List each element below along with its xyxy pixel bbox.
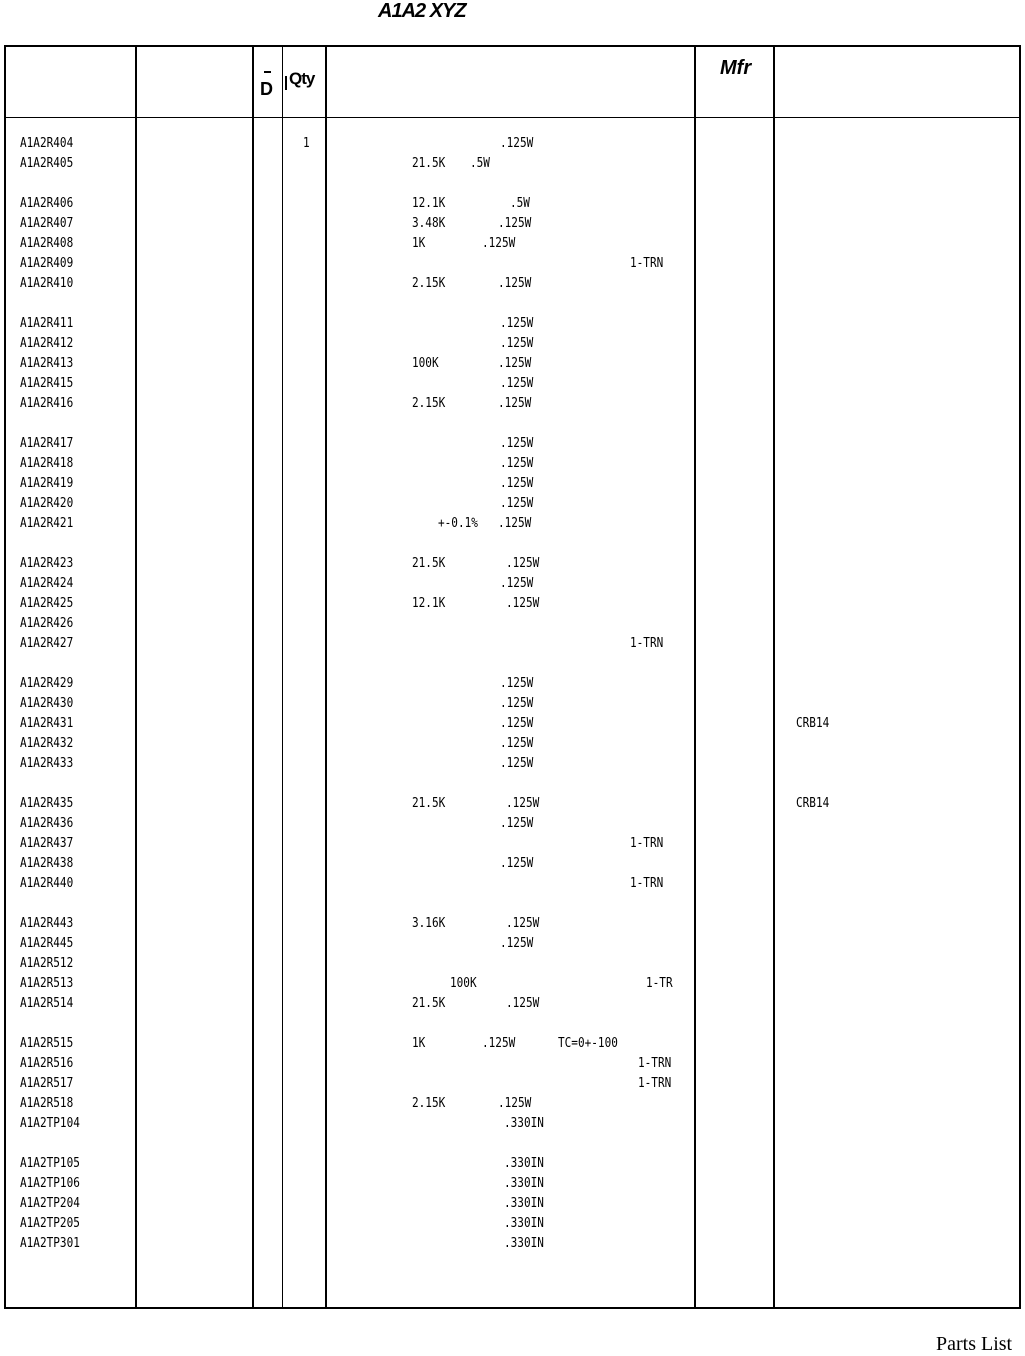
part-ref: A1A2R425 — [20, 596, 74, 611]
part-value: 2.15K — [412, 396, 446, 411]
part-ref: A1A2R408 — [20, 236, 74, 251]
part-rating: .125W — [498, 276, 532, 291]
part-ref: A1A2R416 — [20, 396, 74, 411]
part-ref: A1A2R426 — [20, 616, 74, 631]
column-header-d: D — [260, 79, 273, 99]
part-ref: A1A2R513 — [20, 976, 74, 991]
part-ref: A1A2R413 — [20, 356, 74, 371]
part-rating: .125W — [498, 516, 532, 531]
part-value: 2.15K — [412, 276, 446, 291]
part-ref: A1A2R443 — [20, 916, 74, 931]
table-left-border — [4, 45, 6, 1309]
part-ref: A1A2R429 — [20, 676, 74, 691]
part-ref: A1A2R432 — [20, 736, 74, 751]
part-value: 2.15K — [412, 1096, 446, 1111]
part-ref: A1A2R431 — [20, 716, 74, 731]
part-value: 21.5K — [412, 156, 446, 171]
part-rating: .125W — [500, 736, 534, 751]
table-bottom-border — [4, 1307, 1020, 1309]
part-rating: .330IN — [504, 1176, 544, 1191]
part-value: 21.5K — [412, 556, 446, 571]
part-ref: A1A2R423 — [20, 556, 74, 571]
part-rating: .125W — [500, 576, 534, 591]
part-ref: A1A2R518 — [20, 1096, 74, 1111]
part-value: 12.1K — [412, 196, 446, 211]
part-ref: A1A2R406 — [20, 196, 74, 211]
part-ref: A1A2TP301 — [20, 1236, 80, 1251]
part-rating: .125W — [482, 1036, 516, 1051]
part-ref: A1A2R515 — [20, 1036, 74, 1051]
part-ref: A1A2R421 — [20, 516, 74, 531]
part-description-extra: 1-TRN — [630, 256, 664, 271]
footer-label: Parts List — [936, 1333, 1013, 1355]
part-rating: .125W — [500, 676, 534, 691]
part-rating: .5W — [510, 196, 530, 211]
part-rating: .125W — [506, 556, 540, 571]
part-rating: .125W — [500, 436, 534, 451]
part-description-extra: 1-TRN — [638, 1076, 672, 1091]
part-value: +-0.1% — [438, 516, 478, 531]
part-description-extra: 1-TRN — [630, 836, 664, 851]
part-rating: .125W — [500, 476, 534, 491]
part-rating: .125W — [500, 816, 534, 831]
part-ref: A1A2R516 — [20, 1056, 74, 1071]
part-rating: .125W — [500, 716, 534, 731]
part-ref: A1A2R411 — [20, 316, 74, 331]
part-description-extra: 1-TR — [646, 976, 673, 991]
table-right-border — [1019, 45, 1021, 1309]
part-value: 3.16K — [412, 916, 446, 931]
part-ref: A1A2R404 — [20, 136, 74, 151]
part-rating: .330IN — [504, 1236, 544, 1251]
part-description-extra: 1-TRN — [630, 636, 664, 651]
column-divider — [325, 45, 327, 1309]
part-ref: A1A2R436 — [20, 816, 74, 831]
part-ref: A1A2R410 — [20, 276, 74, 291]
part-rating: .125W — [500, 376, 534, 391]
table-top-border — [4, 45, 1020, 47]
part-value: 3.48K — [412, 216, 446, 231]
part-rating: .330IN — [504, 1216, 544, 1231]
d-overbar — [264, 71, 271, 73]
header-divider — [4, 117, 1020, 118]
part-rating: .125W — [500, 136, 534, 151]
part-ref: A1A2R415 — [20, 376, 74, 391]
part-ref: A1A2R438 — [20, 856, 74, 871]
part-description-extra: 1-TRN — [638, 1056, 672, 1071]
part-rating: .125W — [498, 1096, 532, 1111]
part-rating: .125W — [498, 396, 532, 411]
column-divider — [135, 45, 137, 1309]
column-divider — [252, 45, 254, 1309]
part-ref: A1A2R435 — [20, 796, 74, 811]
part-rating: .125W — [500, 496, 534, 511]
part-rating: .330IN — [504, 1156, 544, 1171]
part-ref: A1A2TP106 — [20, 1176, 80, 1191]
mfr-code: CRB14 — [796, 796, 830, 811]
column-header-mfr: Mfr — [720, 57, 752, 79]
part-rating: .125W — [498, 356, 532, 371]
part-value: 21.5K — [412, 796, 446, 811]
part-ref: A1A2R405 — [20, 156, 74, 171]
part-ref: A1A2R424 — [20, 576, 74, 591]
page-title: A1A2 XYZ — [378, 0, 466, 22]
part-ref: A1A2R440 — [20, 876, 74, 891]
part-rating: .5W — [470, 156, 490, 171]
part-ref: A1A2R409 — [20, 256, 74, 271]
part-ref: A1A2R418 — [20, 456, 74, 471]
column-header-qty: Qty — [289, 69, 315, 88]
part-ref: A1A2R437 — [20, 836, 74, 851]
part-ref: A1A2TP205 — [20, 1216, 80, 1231]
part-ref: A1A2R514 — [20, 996, 74, 1011]
part-ref: A1A2R412 — [20, 336, 74, 351]
mfr-code: CRB14 — [796, 716, 830, 731]
part-rating: .125W — [500, 856, 534, 871]
part-rating: .125W — [500, 456, 534, 471]
part-ref: A1A2R430 — [20, 696, 74, 711]
part-rating: .125W — [506, 996, 540, 1011]
part-rating: .125W — [500, 336, 534, 351]
part-ref: A1A2TP105 — [20, 1156, 80, 1171]
part-ref: A1A2TP204 — [20, 1196, 80, 1211]
part-ref: A1A2R419 — [20, 476, 74, 491]
part-rating: .125W — [500, 756, 534, 771]
part-rating: .125W — [500, 316, 534, 331]
column-divider — [694, 45, 696, 1309]
part-value: 100K — [412, 356, 439, 371]
part-description-extra: 1-TRN — [630, 876, 664, 891]
part-rating: .125W — [500, 936, 534, 951]
column-divider — [773, 45, 775, 1309]
part-value: 100K — [450, 976, 477, 991]
header-separator-mark — [285, 76, 287, 90]
part-value: 21.5K — [412, 996, 446, 1011]
part-value: 1K — [412, 1036, 426, 1051]
part-rating: .125W — [506, 916, 540, 931]
part-ref: A1A2R407 — [20, 216, 74, 231]
part-rating: .125W — [498, 216, 532, 231]
part-ref: A1A2R427 — [20, 636, 74, 651]
part-rating: .125W — [506, 596, 540, 611]
part-rating: .125W — [506, 796, 540, 811]
part-ref: A1A2R420 — [20, 496, 74, 511]
part-value: 1K — [412, 236, 426, 251]
part-rating: .330IN — [504, 1116, 544, 1131]
part-value: 12.1K — [412, 596, 446, 611]
part-description-extra: TC=0+-100 — [558, 1036, 618, 1051]
part-ref: A1A2R517 — [20, 1076, 74, 1091]
part-ref: A1A2R512 — [20, 956, 74, 971]
part-qty: 1 — [303, 136, 310, 151]
part-ref: A1A2TP104 — [20, 1116, 80, 1131]
column-divider — [282, 45, 283, 1309]
part-rating: .330IN — [504, 1196, 544, 1211]
part-rating: .125W — [482, 236, 516, 251]
part-rating: .125W — [500, 696, 534, 711]
part-ref: A1A2R417 — [20, 436, 74, 451]
part-ref: A1A2R433 — [20, 756, 74, 771]
part-ref: A1A2R445 — [20, 936, 74, 951]
